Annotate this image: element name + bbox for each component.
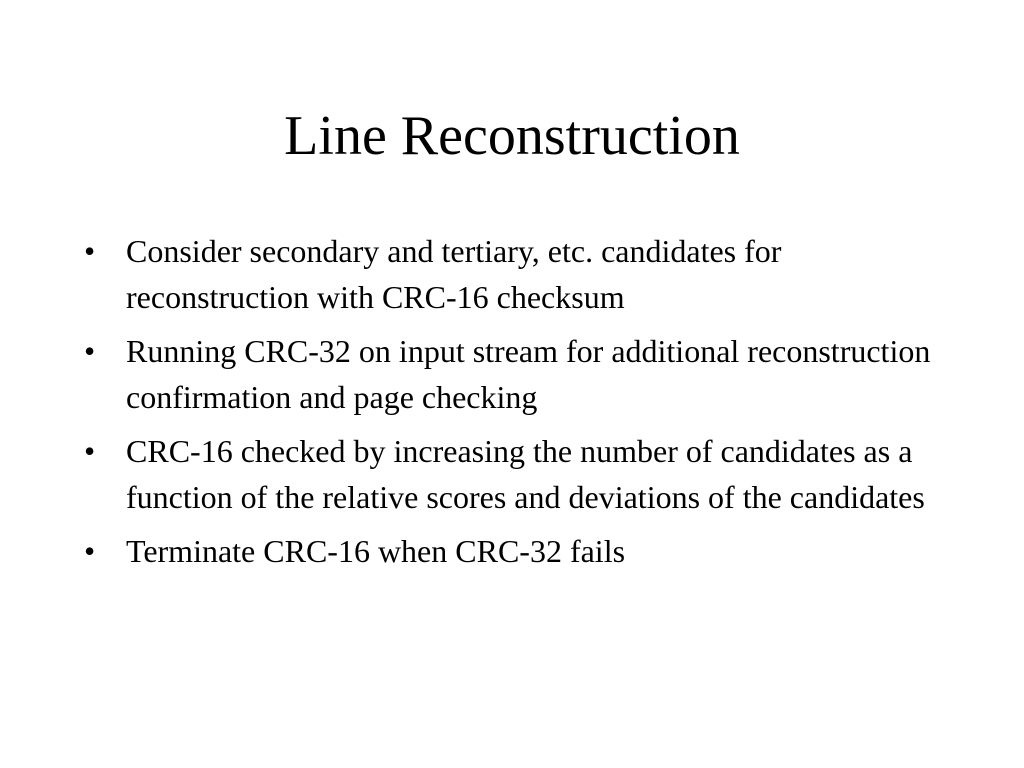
bullet-item — [84, 328, 934, 420]
bullet-text: Consider secondary and tertiary, etc. candidates for reconstruction with CRC-16 checksum — [126, 233, 782, 315]
bullet-icon: • — [84, 433, 96, 469]
bullet-text: Running CRC-32 on input stream for additional reconstruction confirmation and page checking — [126, 333, 931, 415]
bullet-item — [84, 228, 934, 320]
bullet-icon: • — [84, 233, 96, 269]
bullet-item — [84, 528, 934, 574]
bullet-icon: • — [84, 333, 96, 369]
slide-title: Line Reconstruction — [284, 105, 740, 167]
bullet-text: Terminate CRC-16 when CRC-32 fails — [126, 533, 626, 569]
bullet-item — [84, 428, 934, 520]
bullet-list — [84, 228, 934, 582]
bullet-text: CRC-16 checked by increasing the number of candidates as a function of the relative scores and deviations of the candidates — [126, 433, 925, 515]
bullet-icon: • — [84, 533, 96, 569]
